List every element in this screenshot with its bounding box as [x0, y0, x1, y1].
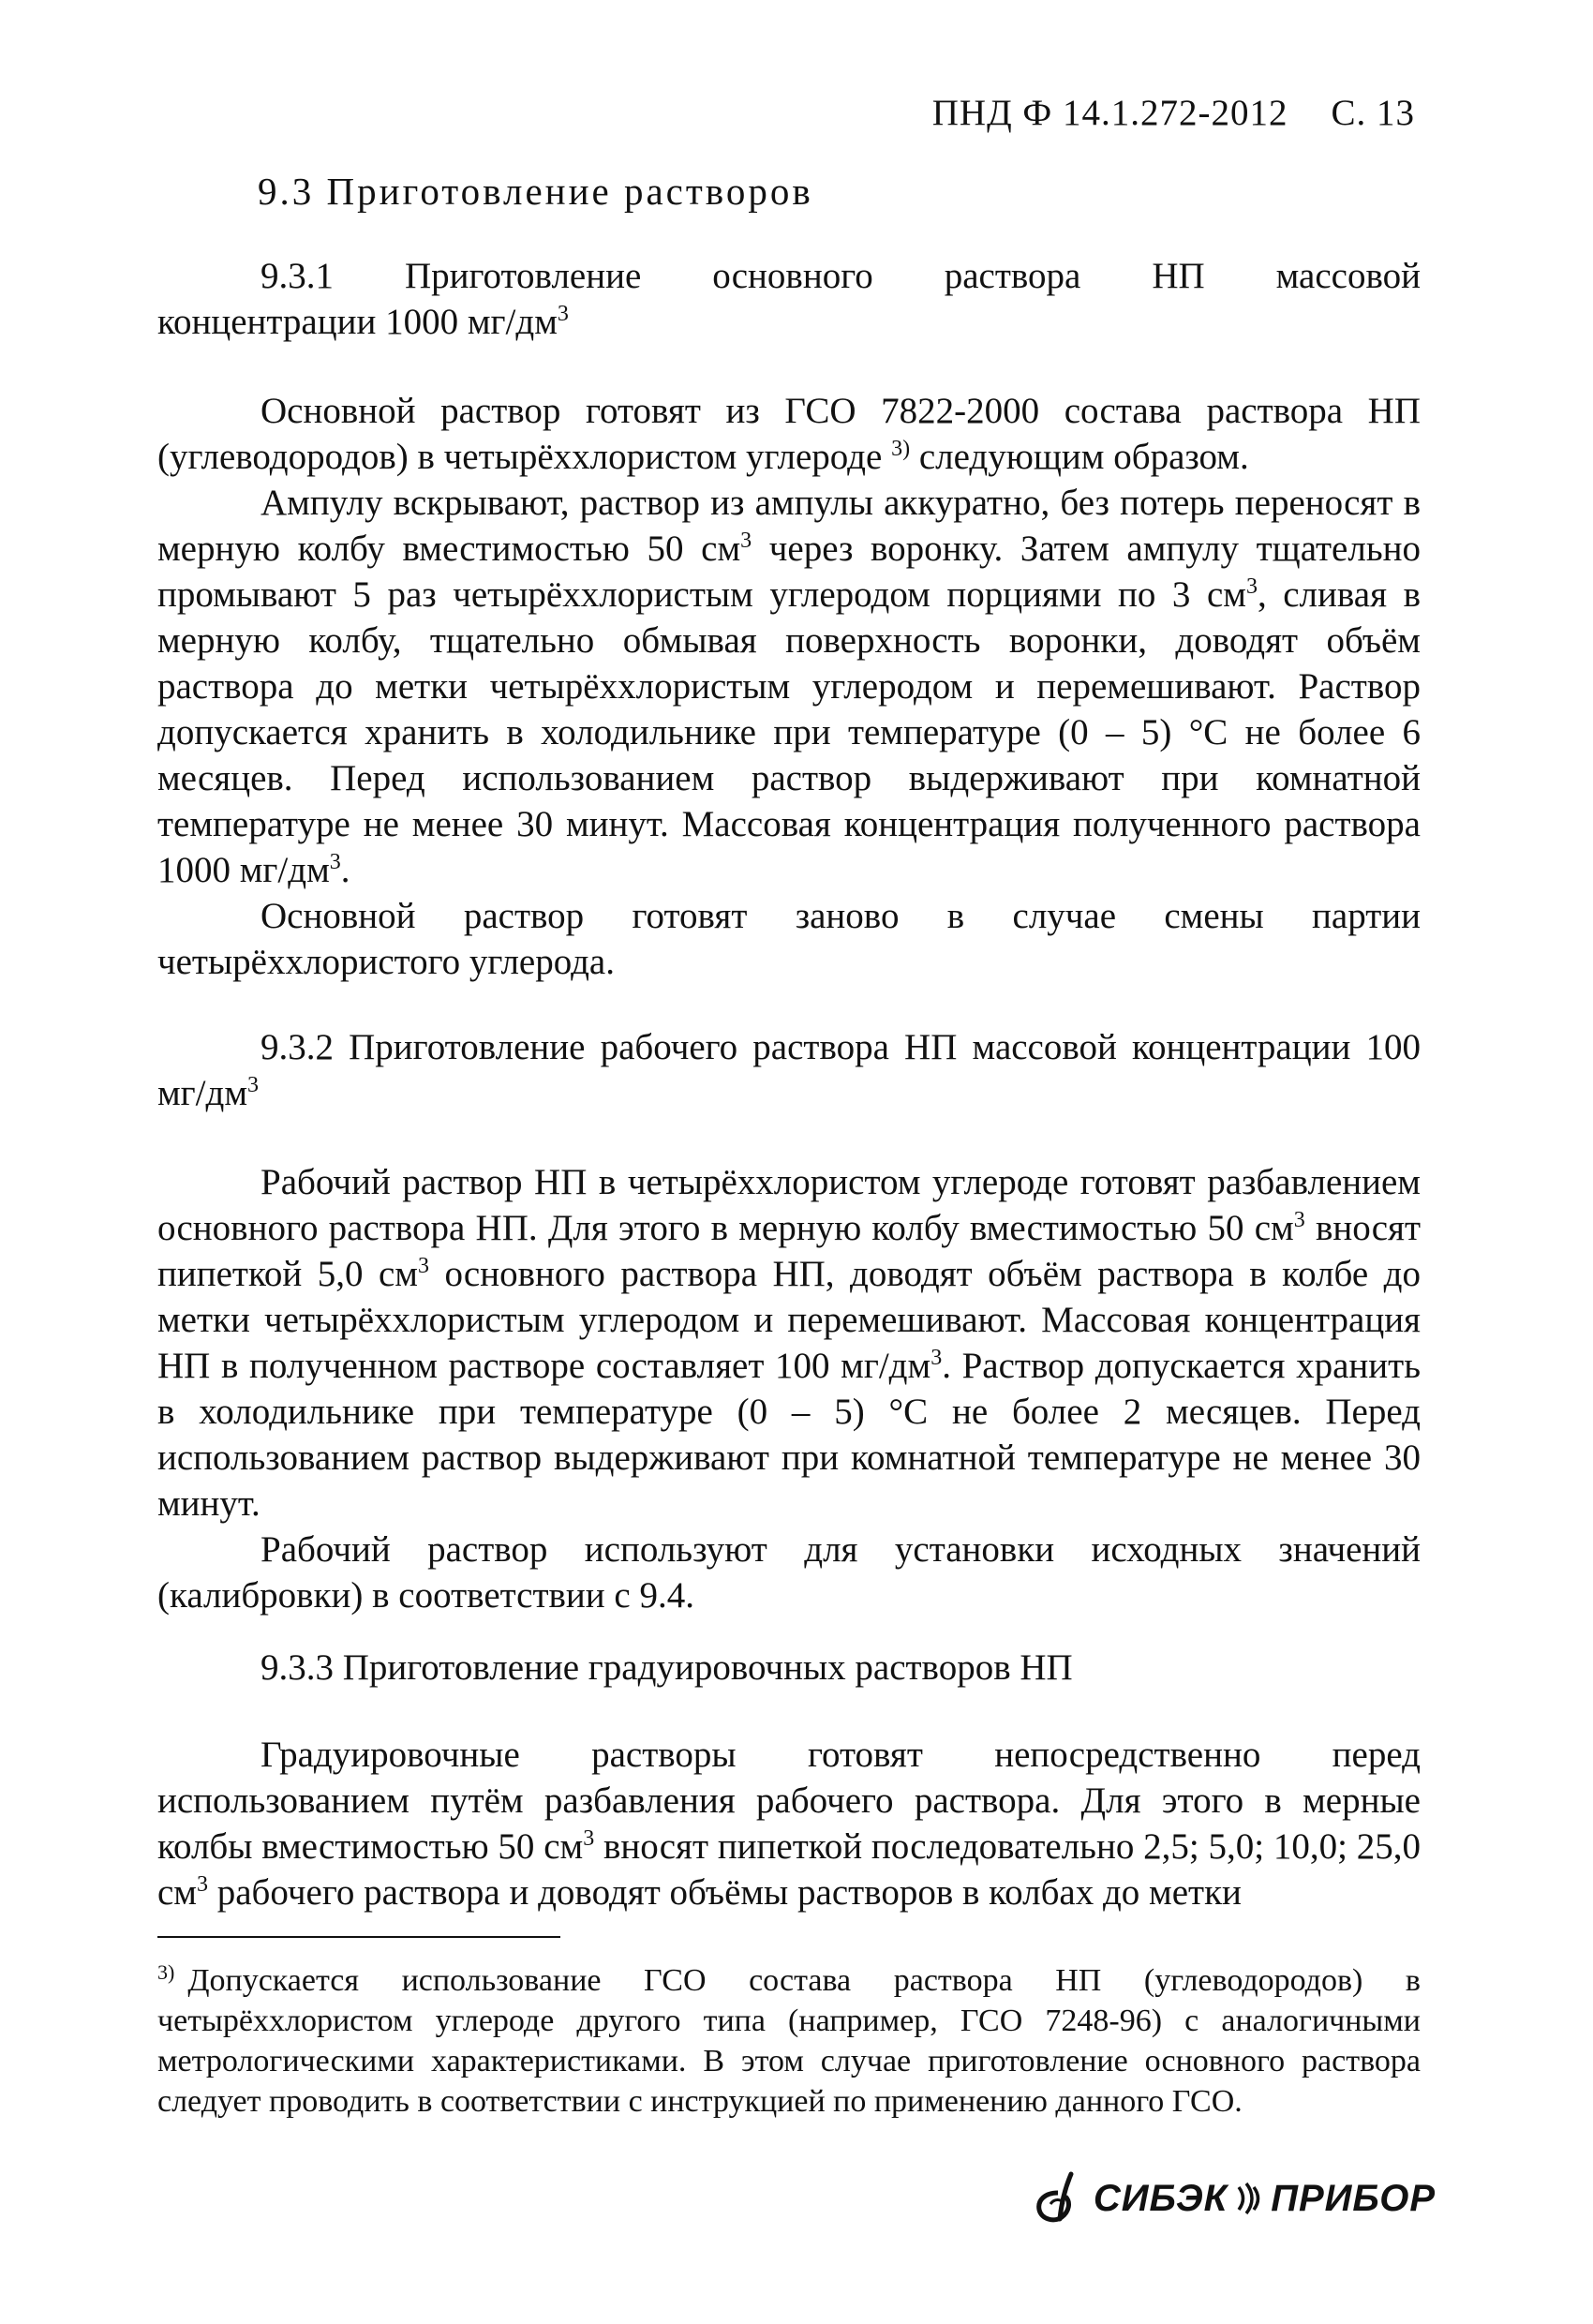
- paragraph-text: вносят пипеткой последовательно 2,5; 5,0; 10,0; 25,0 см: [157, 1826, 1421, 1913]
- heading: [157, 1024, 1421, 1116]
- superscript: 3: [583, 1826, 595, 1851]
- footnote: [157, 1960, 1421, 2122]
- sibekopribor-logo-icon: [1034, 2170, 1088, 2227]
- superscript: 3: [329, 850, 341, 874]
- footnote-text: Допускается использование ГСО состава раствора НП (углеводородов) в четырёххлористом углероде другого типа (например, ГСО 7248-96) с аналогичными метрологическими характеристиками. В этом случае приготовление основного раствора следует проводить в соответствии с инструкцией по применению данного ГСО.: [157, 1963, 1421, 2119]
- signal-waves-icon: [1233, 2180, 1265, 2217]
- paragraph-text: следующим образом.: [910, 437, 1249, 477]
- heading-line-2: [157, 299, 1421, 345]
- company-logo: [1034, 2170, 1436, 2227]
- paragraph-text: . Раствор допускается хранить в холодильнике при температуре (0 – 5) °С не более 2 месяцев. Перед использованием раствор выдерживают при комнатной температуре не менее 30 минут.: [157, 1346, 1422, 1524]
- heading-text: 9.3.2 Приготовление рабочего раствора НП массовой концентрации 100 мг/дм: [157, 1027, 1421, 1113]
- subsection-9-3-1-heading: [157, 253, 1421, 345]
- paragraph: Основной раствор готовят заново в случае смены партии четырёххлористого углерода.: [157, 896, 1421, 982]
- paragraph-text: вносят пипеткой 5,0 см: [157, 1208, 1421, 1294]
- footnote-separator: [157, 1936, 560, 1938]
- paragraph: [157, 480, 1421, 893]
- logo-wordmark-right: ПРИБОР: [1271, 2177, 1436, 2219]
- heading: 9.3.3 Приготовление градуировочных растворов НП: [261, 1647, 1073, 1688]
- paragraph: [157, 1159, 1421, 1527]
- footnote-mark: 3): [157, 1960, 175, 1984]
- superscript: 3: [417, 1254, 429, 1278]
- section-title: 9.3 Приготовление растворов: [258, 170, 813, 213]
- paragraph: [157, 1732, 1421, 1915]
- subsection-9-3-2-body: [157, 1159, 1421, 1618]
- superscript: 3: [930, 1346, 943, 1370]
- paragraph-text: Основной раствор готовят из ГСО 7822-2000 состава раствора НП (углеводородов) в четырёххлористом углероде: [157, 391, 1421, 477]
- subsection-9-3-1-body: [157, 388, 1421, 985]
- logo-wordmark-left: СИБЭК: [1093, 2177, 1228, 2219]
- heading-text: концентрации 1000 мг/дм: [157, 302, 558, 342]
- paragraph-text: Ампулу вскрывают, раствор из ампулы аккуратно, без потерь переносят в мерную колбу вместимостью 50 см: [157, 483, 1421, 569]
- superscript: 3: [1293, 1208, 1305, 1232]
- superscript: 3: [557, 302, 569, 326]
- heading-line-1: 9.3.1 Приготовление основного раствора НП массовой: [261, 256, 1421, 296]
- paragraph-text: основного раствора НП, доводят объём раствора в колбе до метки четырёххлористым углеродом и перемешивают. Массовая концентрация НП в полученном растворе составляет 100 мг/дм: [157, 1254, 1421, 1386]
- subsection-9-3-3-body: [157, 1732, 1421, 1915]
- superscript: 3: [740, 529, 752, 553]
- paragraph-text: , сливая в мерную колбу, тщательно обмывая поверхность воронки, доводят объём раствора до метки четырёххлористым углеродом и перемешивают. Раствор допускается хранить в холодильнике при температуре (0 – 5) °С не более 6 месяцев. Перед использованием раствор выдерживают при комнатной температуре не менее 30 минут. Массовая концентрация полученного раствора 1000 мг/дм: [157, 574, 1421, 890]
- superscript: 3: [1245, 574, 1258, 599]
- document-code: ПНД Ф 14.1.272-2012: [931, 93, 1288, 133]
- superscript: 3: [247, 1073, 260, 1097]
- paragraph-text: Рабочий раствор НП в четырёххлористом углероде готовят разбавлением основного раствора НП. Для этого в мерную колбу вместимостью 50 см: [157, 1162, 1421, 1248]
- subsection-9-3-2-heading: [157, 1024, 1421, 1116]
- paragraph: Рабочий раствор используют для установки исходных значений (калибровки) в соответствии с 9.4.: [157, 1529, 1421, 1616]
- paragraph-text: рабочего раствора и доводят объёмы растворов в колбах до метки: [208, 1872, 1242, 1913]
- subsection-9-3-3-heading: [157, 1645, 1421, 1691]
- page-number: С. 13: [1331, 93, 1415, 133]
- paragraph: [157, 388, 1421, 480]
- footnote-reference: 3): [891, 437, 911, 461]
- page-header: [932, 92, 1415, 134]
- superscript: 3: [197, 1872, 208, 1897]
- paragraph-text: .: [340, 850, 350, 890]
- paragraph-text: через воронку. Затем ампулу тщательно промывают 5 раз четырёххлористым углеродом порциями по 3 см: [157, 529, 1421, 615]
- paragraph-text: Градуировочные растворы готовят непосредственно перед использованием путём разбавления рабочего раствора. Для этого в мерные колбы вместимостью 50 см: [157, 1735, 1421, 1867]
